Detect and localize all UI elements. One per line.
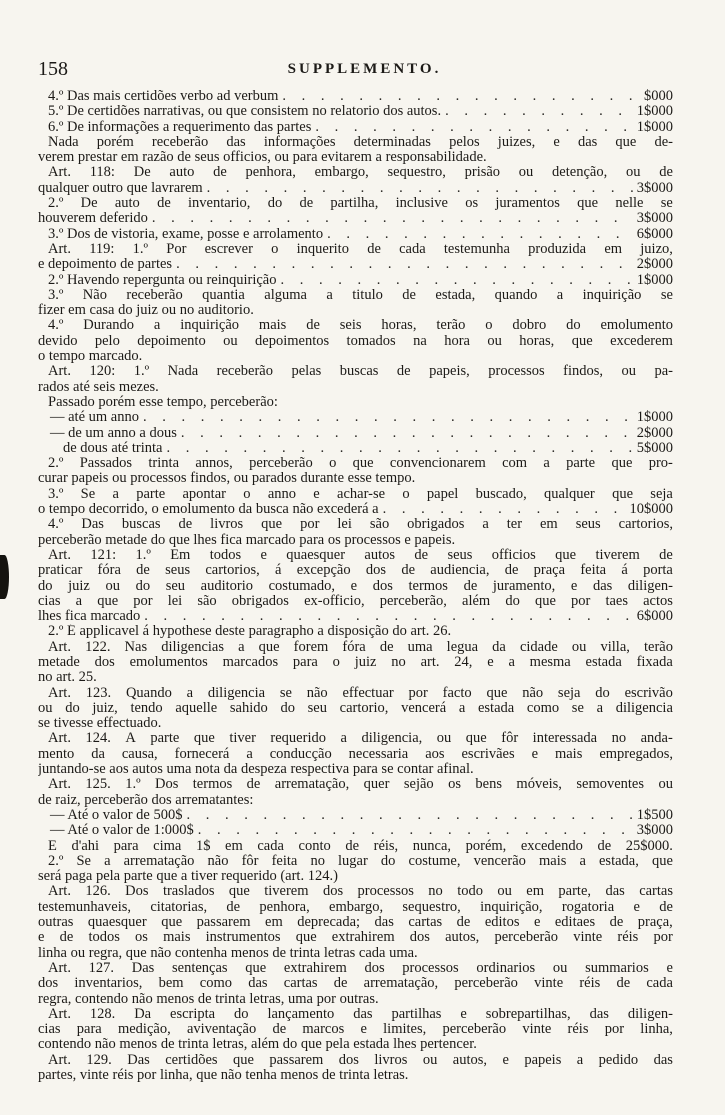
fee-amount: 1$500: [636, 807, 673, 823]
text-line: e de todos os mais instrumentos que extrahirem dos autos, perceberão vinte réis por: [38, 930, 673, 946]
text-line: [38, 257, 673, 272]
text-line: [38, 410, 673, 425]
text-line: [38, 624, 673, 639]
text-line: [38, 303, 673, 318]
page-body: [38, 89, 673, 1083]
dot-leader: [441, 104, 633, 119]
text-line: [38, 793, 673, 808]
fee-amount: 1$000: [636, 119, 673, 135]
text-line: [38, 992, 673, 1007]
dot-leader: [140, 609, 632, 624]
text-line: [38, 762, 673, 777]
line-text: 3.º Dos de vistoria, exame, posse e arrolamento: [48, 226, 324, 242]
running-title: SUPPLEMENTO.: [287, 61, 442, 77]
text-line: [38, 227, 673, 242]
text-line: [38, 211, 673, 226]
text-line: 2.º Se a arrematação não fôr feita no lugar do costume, vencerão mais a estada, que: [48, 853, 673, 869]
line-text: — Até o valor de 500$: [50, 807, 183, 823]
dot-leader: [379, 502, 626, 517]
text-line: [38, 869, 673, 884]
line-text: verem prestar em razão de seus officios, ou para evitarem a responsabilidade.: [38, 150, 487, 166]
fee-amount: 3$000: [636, 823, 673, 839]
text-line: 4.º Das buscas de livros que por lei são obrigados a ter em seus cartorios,: [48, 517, 673, 533]
fee-amount: 6$000: [636, 609, 673, 625]
text-line: Art. 124. A parte que tiver requerido a diligencia, ou que fôr interessada no anda-: [48, 731, 673, 747]
text-line: metade dos emolumentos marcados para o juiz no art. 24, e a mesma estada fixada: [38, 654, 673, 670]
dot-leader: [177, 426, 633, 441]
line-text: será paga pela parte que a tiver requerido (art. 124.): [38, 869, 338, 885]
dot-leader: [172, 257, 633, 272]
text-line: 2.º De auto de inventario, do de partilha, inclusive os juramentos que nelle se: [48, 196, 673, 212]
line-text: curar papeis ou processos findos, ou parados durante esse tempo.: [38, 471, 416, 487]
fee-amount: 1$000: [636, 104, 673, 120]
line-text: 2.º É applicavel á hypothese deste paragrapho a disposição do art. 26.: [48, 624, 452, 640]
line-text: 4.º Das mais certidões verbo ad verbum: [48, 89, 279, 104]
scan-edge-shadow: [0, 555, 9, 599]
text-line: [38, 1068, 673, 1083]
text-line: do juiz ou do seu auditorio costumado, e dos termos de juramento, e das diligen-: [38, 578, 673, 594]
text-line: outras quaesquer que passarem em deprecada; das cartas de editos e editaes de praça,: [38, 915, 673, 931]
fee-amount: 1$000: [636, 410, 673, 426]
text-line: mento da causa, fornecerá a conducção necessaria aos escrivães e mais empregados,: [38, 746, 673, 762]
text-line: [38, 120, 673, 135]
text-line: [38, 181, 673, 196]
fee-amount: 10$000: [629, 502, 673, 518]
line-text: rados até seis mezes.: [38, 379, 159, 395]
text-line: 3.º Se a parte apontar o anno e achar-se o papel buscado, qualquer que seja: [48, 486, 673, 502]
text-line: 4.º Durando a inquirição mais de seis horas, terão o dobro do emolumento: [48, 318, 673, 334]
fee-amount: 2$000: [636, 425, 673, 441]
text-line: [38, 349, 673, 364]
line-text: o tempo decorrido, o emolumento da busca não excederá a: [38, 502, 379, 518]
fee-amount: 3$000: [636, 211, 673, 227]
text-line: Art. 125. 1.º Dos termos de arrematação, quer sejão os bens móveis, semoventes ou: [48, 777, 673, 793]
line-text: e depoimento de partes: [38, 257, 173, 273]
line-text: contendo não menos de trinta letras, além do que pela estada lhes pertencer.: [38, 1037, 477, 1053]
line-text: — até um anno: [50, 410, 139, 426]
line-text: — de um anno a dous: [50, 425, 177, 441]
dot-leader: [311, 120, 632, 135]
dot-leader: [203, 181, 633, 196]
text-line: [38, 441, 673, 456]
text-line: [38, 426, 673, 441]
text-line: Art. 123. Quando a diligencia se não effectuar por facto que não seja do escrivão: [48, 685, 673, 701]
line-text: partes, vinte réis por linha, que não tenha menos de trinta letras.: [38, 1068, 409, 1083]
line-text: de raiz, perceberão dos arrematantes:: [38, 792, 254, 808]
text-line: E d'ahi para cima 1$ em cada conto de réis, nunca, porém, excedendo de 25$000.: [48, 838, 673, 854]
text-line: testemunhaveis, citatorias, de penhora, embargo, sequestro, inquirição, rogatoria e de: [38, 899, 673, 915]
text-line: [38, 150, 673, 165]
dot-leader: [277, 273, 633, 288]
line-text: Passado porém esse tempo, perceberão:: [48, 394, 278, 410]
line-text: fizer em casa do juiz ou no auditorio.: [38, 303, 254, 319]
page-header: [38, 58, 691, 84]
text-line: Art. 129. Das certidões que passarem dos livros ou autos, e papeis a pedido das: [48, 1052, 673, 1068]
text-line: Nada porém receberão das informações determinadas pelos juizes, e das que de-: [48, 134, 673, 150]
text-line: Art. 120: 1.º Nada receberão pelas buscas de papeis, processos findos, ou pa-: [48, 364, 673, 380]
dot-leader: [183, 808, 633, 823]
text-line: cias para medição, aviventação de marcos e limites, perceberão vinte réis por linha,: [38, 1022, 673, 1038]
text-line: Art. 122. Nas diligencias a que forem fóra de uma legua da cidade ou villa, terão: [48, 639, 673, 655]
text-line: 2.º Passados trinta annos, perceberão o que convencionarem com a parte que pro-: [48, 456, 673, 472]
line-text: houverem deferido: [38, 211, 148, 227]
line-text: lhes fica marcado: [38, 609, 141, 625]
line-text: juntando-se aos autos uma nota da despeza respectiva para se contar afinal.: [38, 762, 474, 778]
text-line: [38, 273, 673, 288]
dot-leader: [278, 89, 640, 104]
dot-leader: [148, 211, 633, 226]
text-line: Art. 119: 1.º Por escrever o inquerito de cada testemunha produzida em juizo,: [48, 241, 673, 257]
text-line: [38, 670, 673, 685]
text-line: [38, 533, 673, 548]
text-line: [38, 946, 673, 961]
text-line: cias a que por lei são obrigados ex-officio, perceberão, além do que por taes actos: [38, 593, 673, 609]
line-text: se tivesse effectuado.: [38, 716, 162, 732]
text-line: [38, 380, 673, 395]
text-line: [38, 716, 673, 731]
page-number: 158: [38, 58, 68, 80]
line-text: perceberão metade do que lhes fica marcado para os processos e papeis.: [38, 532, 456, 548]
dot-leader: [194, 823, 633, 838]
text-line: [38, 808, 673, 823]
fee-amount: 2$000: [636, 257, 673, 273]
dot-leader: [323, 227, 633, 242]
text-line: Art. 126. Dos traslados que tiverem dos processos no todo ou em parte, das cartas: [48, 884, 673, 900]
text-line: [38, 609, 673, 624]
dot-leader: [139, 410, 633, 425]
text-line: [38, 89, 673, 104]
fee-amount: 1$000: [636, 272, 673, 288]
text-line: [38, 823, 673, 838]
text-line: 3.º Não receberão quantia alguma a titulo de estada, quando a inquirição se: [48, 287, 673, 303]
fee-amount: 5$000: [636, 440, 673, 456]
line-text: regra, contendo não menos de trinta letras, uma por outras.: [38, 991, 379, 1007]
text-line: Art. 121: 1.º Em todos e quaesquer autos de seus officios que tiverem de: [48, 547, 673, 563]
text-line: Art. 118: De auto de penhora, embargo, sequestro, prisão ou detenção, ou de: [48, 165, 673, 181]
text-line: dos inventarios, bem como das cartas de arrematação, perceberão vinte réis de cada: [38, 976, 673, 992]
text-line: praticar fóra de seus cartorios, á excepção dos de audiencia, de praça feita á porta: [38, 563, 673, 579]
text-line: [38, 471, 673, 486]
line-text: o tempo marcado.: [38, 349, 143, 365]
line-text: linha ou regra, que não contenha menos de trinta letras cada uma.: [38, 945, 418, 961]
fee-amount: 6$000: [636, 226, 673, 242]
line-text: 5.º De certidões narrativas, ou que consistem no relatorio dos autos.: [48, 104, 442, 120]
text-line: [38, 395, 673, 410]
line-text: 2.º Havendo repergunta ou reinquirição: [48, 272, 277, 288]
line-text: no art. 25.: [38, 670, 97, 686]
fee-amount: 3$000: [636, 180, 673, 196]
text-line: ou do juiz, tendo aquelle sahido do seu cartorio, vencerá a estada como se a diligencia: [38, 700, 673, 716]
text-line: [38, 502, 673, 517]
text-line: [38, 1037, 673, 1052]
line-text: 6.º De informações a requerimento das partes: [48, 119, 312, 135]
text-line: devido pelo depoimento ou depoimentos tomados na hora ou horas, que excederem: [38, 333, 673, 349]
line-text: — Até o valor de 1:000$: [50, 823, 194, 839]
fee-amount: $000: [644, 89, 673, 104]
line-text: de dous até trinta: [63, 440, 163, 456]
text-line: Art. 127. Das sentenças que extrahirem dos processos ordinarios ou summarios e: [48, 960, 673, 976]
text-line: [38, 104, 673, 119]
text-line: Art. 128. Da escripta do lançamento das partilhas e sobrepartilhas, das diligen-: [48, 1006, 673, 1022]
line-text: qualquer outro que lavrarem: [38, 180, 203, 196]
dot-leader: [162, 441, 632, 456]
